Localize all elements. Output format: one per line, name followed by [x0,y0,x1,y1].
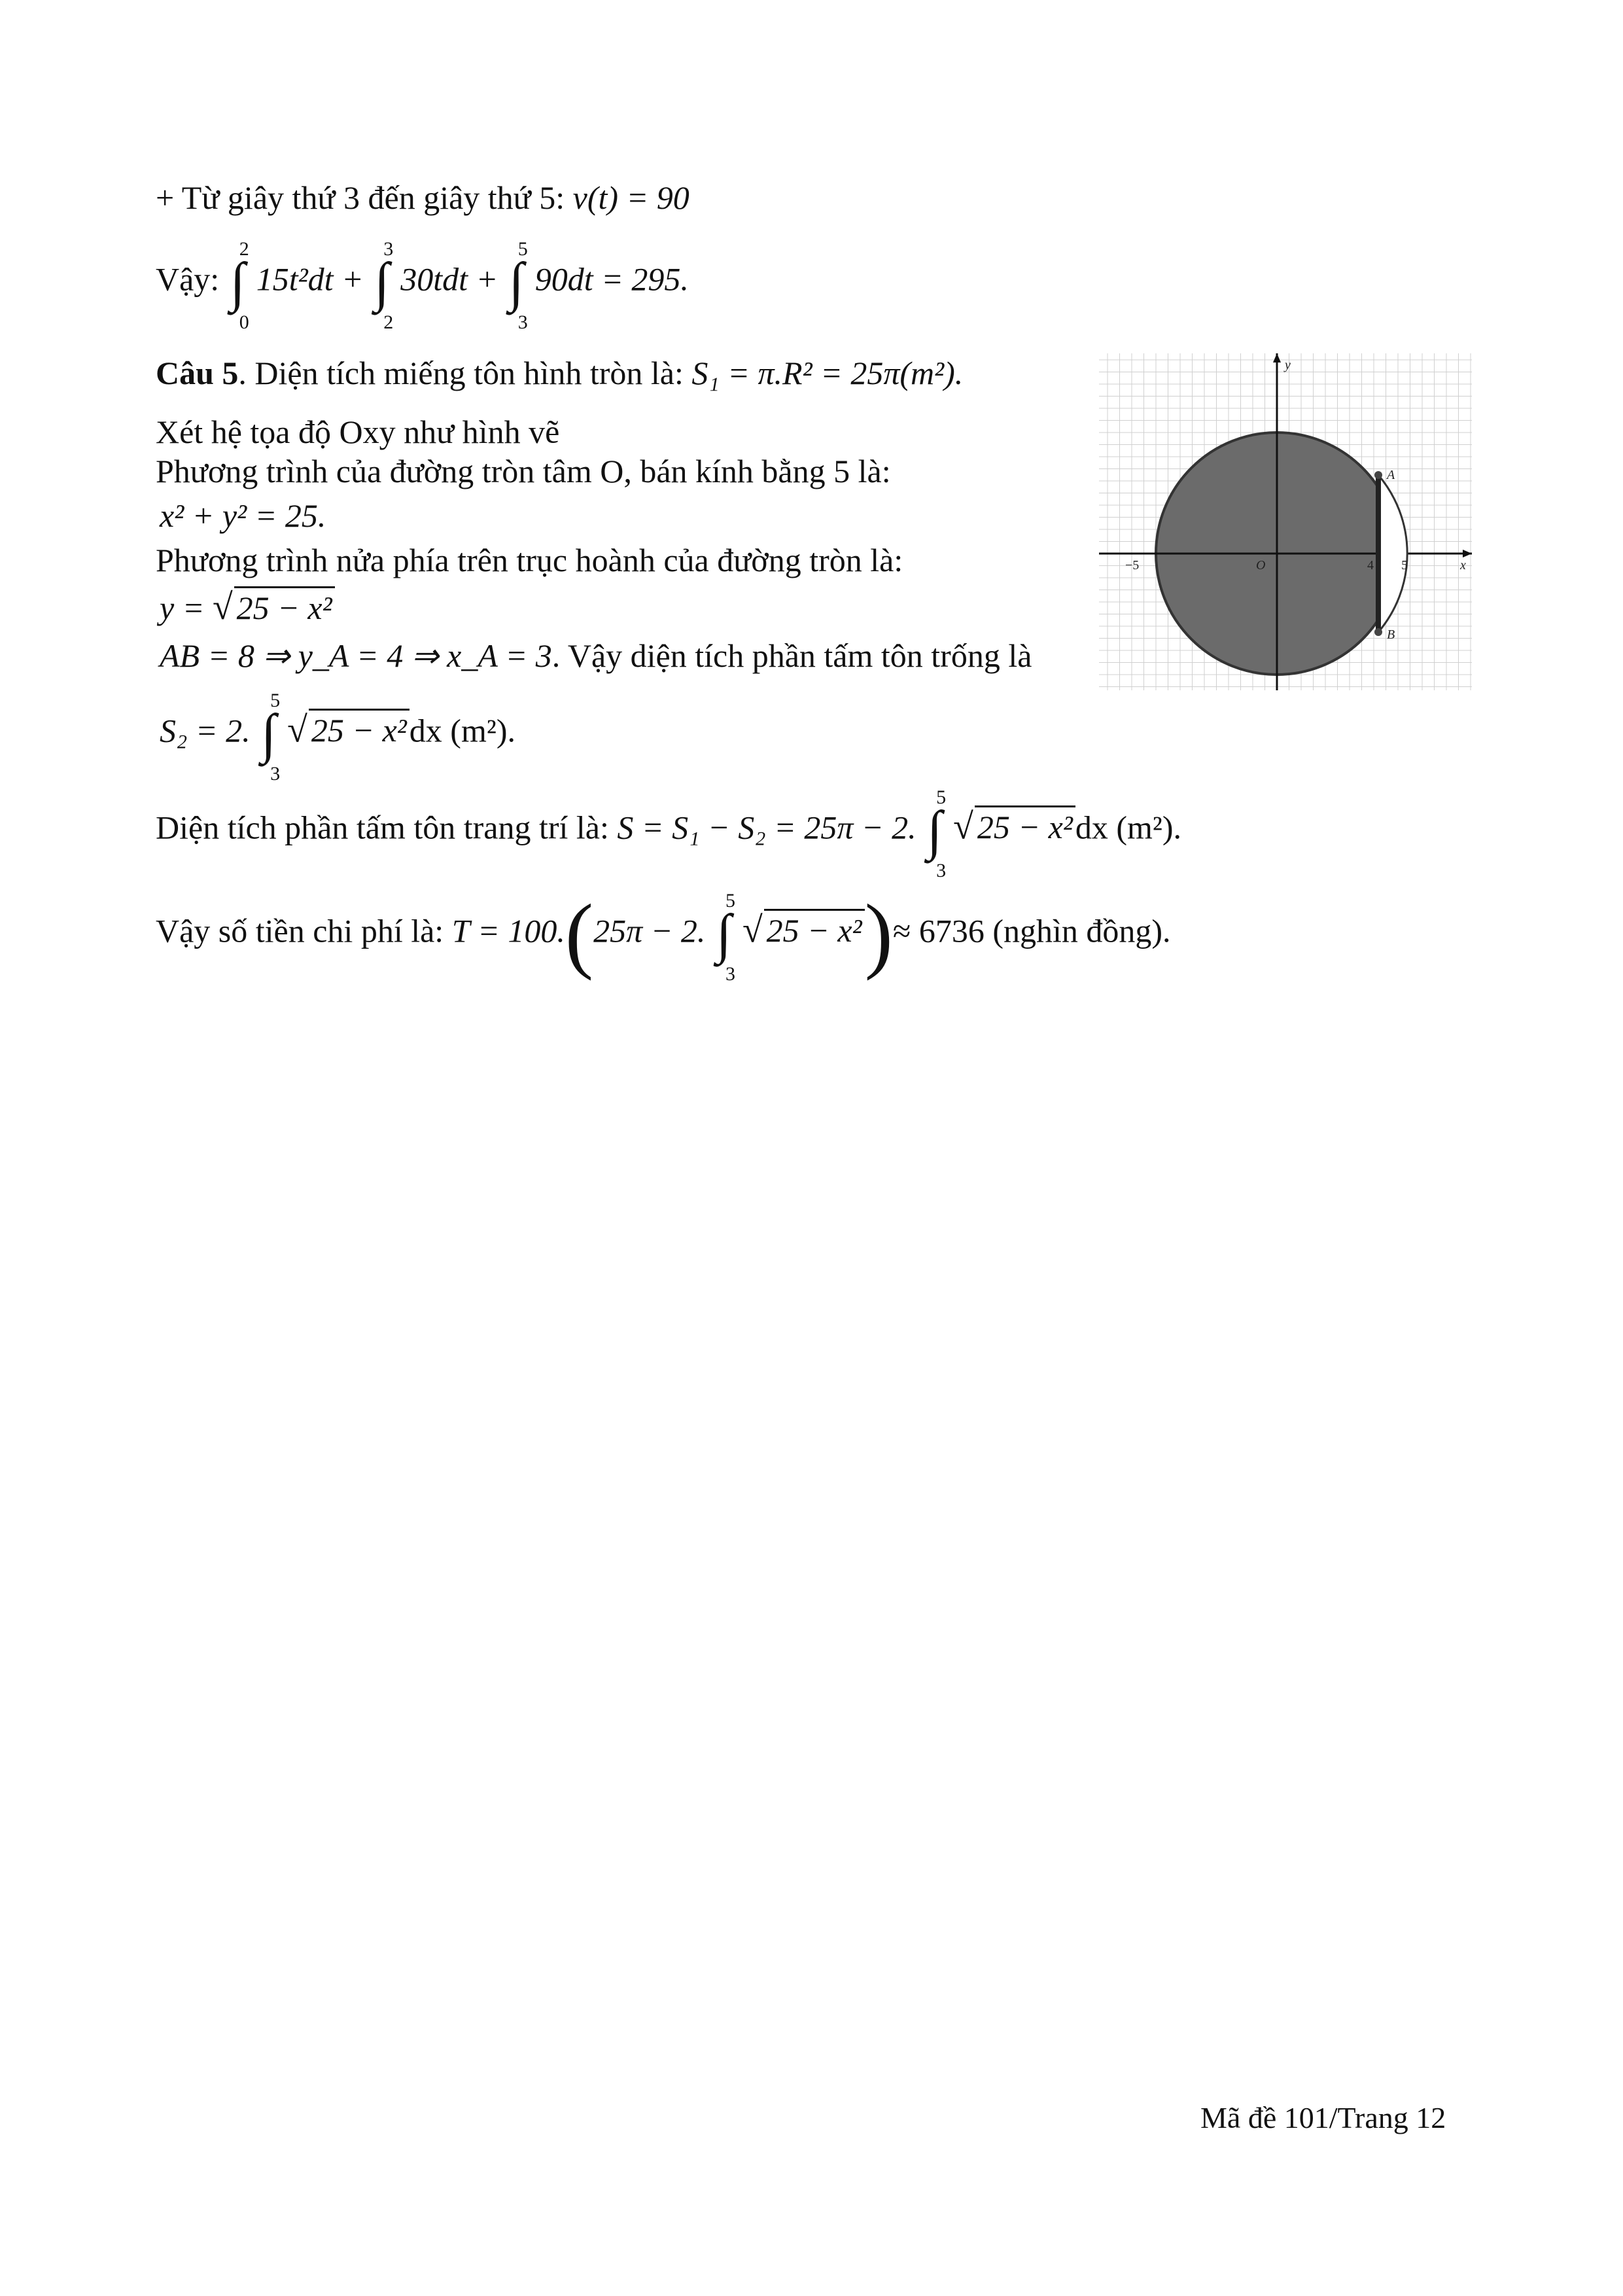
y-label: y [1285,358,1291,372]
formula: 15t²dt + [256,260,364,298]
formula-circle: x² + y² = 25. [160,497,326,534]
paragraph-decor-area: Diện tích phần tấm tôn trang trí là: S = S₁ − S₂ = 25π − 2. 5 ∫ 3 √ 25 − x²dx (m²). [156,786,1182,881]
radicand: 25 − x² [764,909,865,950]
circle-figure [1099,353,1472,690]
paragraph-integral-sum [156,238,689,333]
integral-sign: 2 ∫ 0 [230,238,249,333]
integral-sign: 3 ∫ 2 [374,238,394,333]
formula-upper-half: y = √ 25 − x² [160,586,335,627]
text: Diện tích phần tấm tôn trang trí là: [156,809,618,846]
text: . Vậy diện tích phần tấm tôn trống là [551,637,1032,674]
formula: T = 100. [451,912,565,949]
paragraph-cau5 [156,353,963,393]
text: Vậy số tiền chi phí là: [156,912,452,949]
paragraph-coordinate-system: Xét hệ tọa độ Oxy như hình vẽ [156,414,560,450]
formula-s2: S₂ = 2. 5 ∫ 3 √ 25 − x²dx (m²). [160,690,515,785]
integral-sign: 5 ∫ 3 [508,238,528,333]
page-footer: Mã đề 101/Trang 12 [1200,2101,1446,2134]
empty-segment [1378,475,1407,632]
x-label: x [1460,558,1466,573]
tick-label-neg5: −5 [1125,558,1140,573]
point-a-label: A [1387,468,1395,482]
question-label: Câu 5 [156,355,239,391]
paragraph-cost: Vậy số tiền chi phí là: T = 100.(25π − 2. 5 ∫ 3 √ 25 − x²)≈ 6736 (nghìn đồng). [156,887,1171,985]
point-a [1374,471,1382,479]
integral-sign: 5 ∫ 3 [261,690,281,785]
y-axis-arrow [1273,353,1281,362]
point-b-label: B [1387,627,1395,642]
integral-sign: 5 ∫ 3 [927,786,947,881]
paragraph-circle-equation: Phương trình của đường tròn tâm O, bán kính bằng 5 là: [156,453,891,489]
radicand: 25 − x² [234,586,335,627]
radicand: 25 − x² [309,709,410,750]
point-b [1374,628,1382,636]
integral-sign: 5 ∫ 3 [716,890,735,985]
text: . Diện tích miếng tôn hình tròn là: [238,355,692,391]
text: + Từ giây thứ 3 đến giây thứ 5: [156,179,573,216]
formula: 30tdt + [400,260,498,298]
radicand: 25 − x² [975,805,1075,847]
formula: 90dt = 295. [534,260,689,298]
formula: v(t) = 90 [572,179,689,216]
formula: S = S₁ − S₂ = 25π − 2. [617,809,916,846]
tick-label-5: 5 [1401,558,1408,573]
tick-label-4: 4 [1367,558,1374,573]
paragraph-upper-half: Phương trình nửa phía trên trục hoành của đường tròn là: [156,542,903,578]
formula: S₁ = π.R² = 25π(m²). [691,355,964,391]
paragraph-velocity [156,178,689,217]
text: Vậy: [156,260,228,298]
paragraph-ab [160,636,1032,675]
origin-label: O [1256,558,1266,573]
formula: AB = 8 ⇒ y_A = 4 ⇒ x_A = 3 [160,637,552,674]
